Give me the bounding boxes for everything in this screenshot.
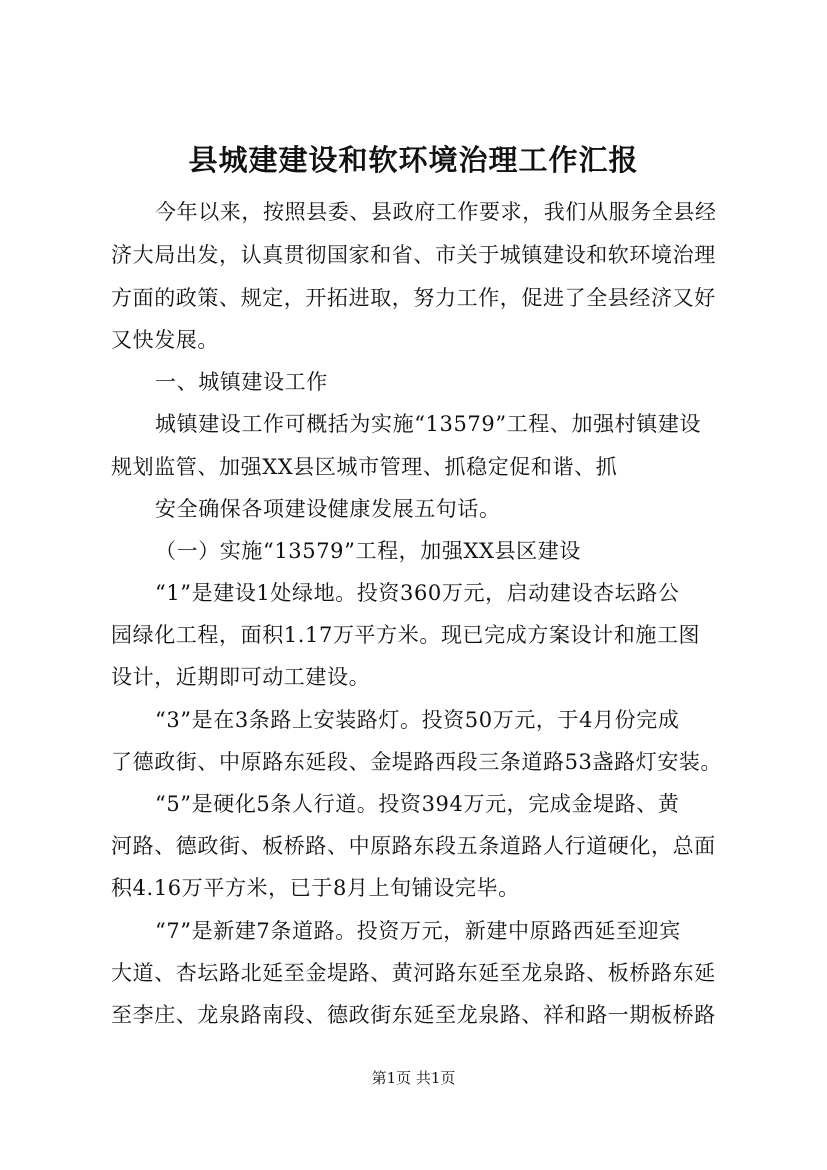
paragraph-line: 安全确保各项建设健康发展五句话。 [155,497,501,521]
paragraph-line: 今年以来，按照县委、县政府工作要求，我们从服务全县经 [155,200,717,224]
page-number: 第1页 共1页 [371,1069,456,1087]
paragraph-line: 积4.16万平方米，已于8月上旬铺设完毕。 [111,876,520,900]
document-title: 县城建建设和软环境治理工作汇报 [188,143,639,177]
paragraph-line: “5”是硬化5条人行道。投资394万元，完成金堤路、黄 [155,792,680,816]
section-heading: 一、城镇建设工作 [155,370,328,394]
paragraph-line: 了德政街、中原路东延段、金堤路西段三条道路53盏路灯安装。 [111,750,723,774]
paragraph-line: 大道、杏坛路北延至金堤路、黄河路东延至龙泉路、板桥路东延 [111,961,716,985]
paragraph-line: 方面的政策、规定，开拓进取，努力工作，促进了全县经济又好 [111,286,716,310]
paragraph-line: 规划监管、加强XX县区城市管理、抓稳定促和谐、抓 [111,455,618,479]
paragraph-line: 河路、德政街、板桥路、中原路东段五条道路人行道硬化，总面 [111,834,716,858]
paragraph-line: 设计，近期即可动工建设。 [111,665,371,689]
paragraph-line: “7”是新建7条道路。投资万元，新建中原路西延至迎宾 [155,919,681,943]
paragraph-line: “3”是在3条路上安装路灯。投资50万元，于4月份完成 [155,708,680,732]
paragraph-line: 城镇建设工作可概括为实施“13579”工程、加强村镇建设 [155,412,702,436]
paragraph-line: 园绿化工程，面积1.17万平方米。现已完成方案设计和施工图 [111,623,701,647]
paragraph-line: 济大局出发，认真贯彻国家和省、市关于城镇建设和软环境治理 [111,243,716,267]
paragraph-line: 至李庄、龙泉路南段、德政街东延至龙泉路、祥和路一期板桥路 [111,1003,716,1027]
subsection-heading: （一）实施“13579”工程，加强XX县区建设 [155,539,581,563]
paragraph-line: 又快发展。 [111,328,219,352]
paragraph-line: “1”是建设1处绿地。投资360万元，启动建设杏坛路公 [155,581,680,605]
